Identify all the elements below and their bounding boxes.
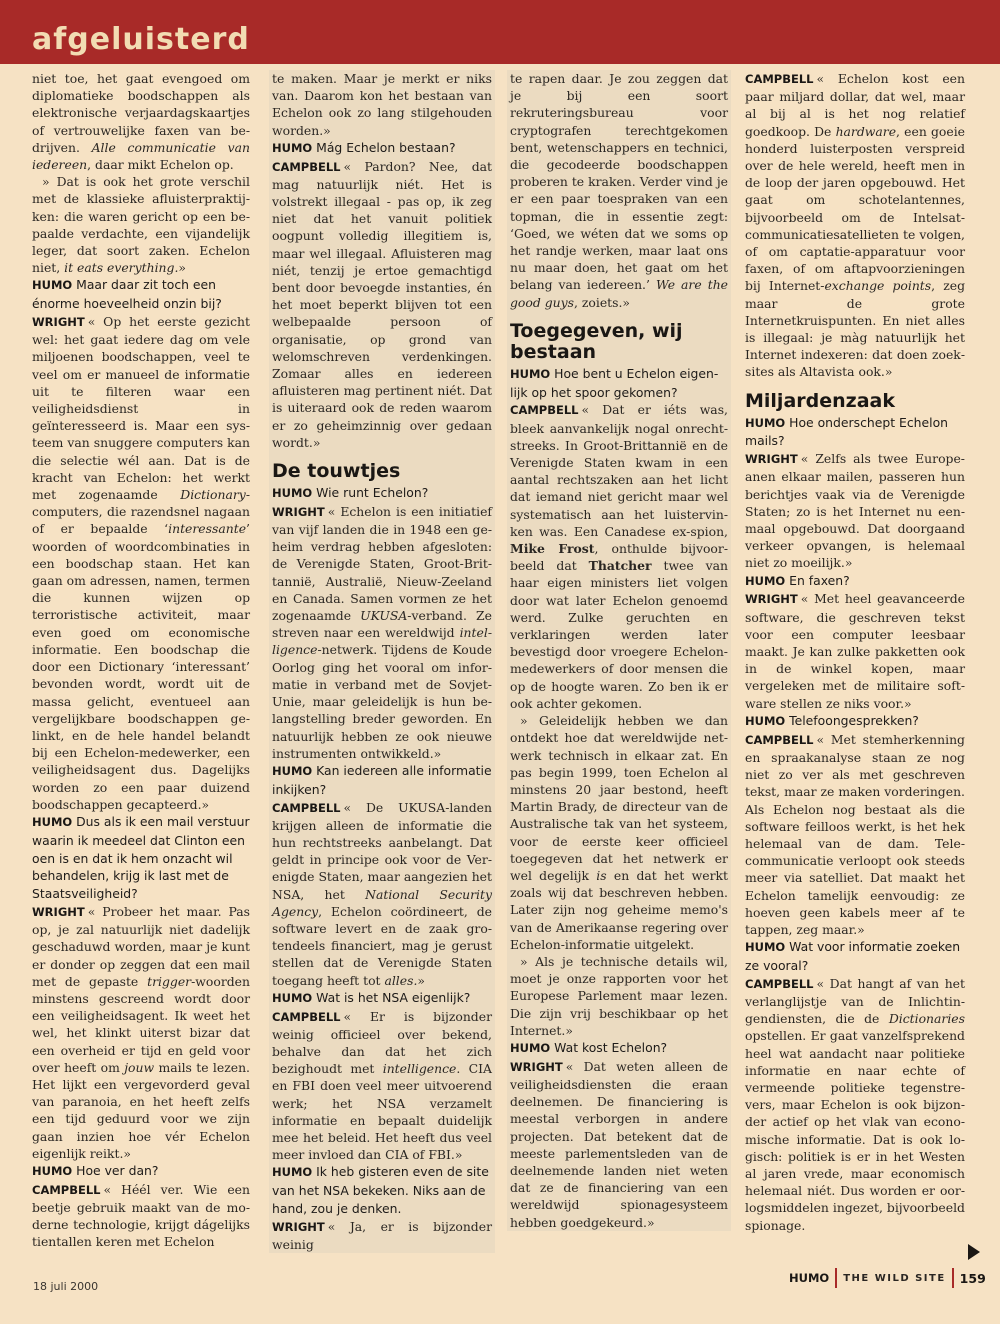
bold-name: Mike Frost xyxy=(510,541,595,557)
subheading: De touwtjes xyxy=(272,460,401,483)
text-run: Met heel geavanceerde software, die geschreven tekst voor een computer leesbaar maakt. Je kan zulke pakketten ook in de winkel kopen, maar vergeleken met de militaire software stellen ze niks voor.» xyxy=(745,591,965,711)
speaker-label: WRIGHT xyxy=(272,1219,325,1234)
speaker-label: HUMO xyxy=(745,573,786,588)
text-run: Met stemherkenning en spraakanalyse staan ze nog niet zo ver als met geschreven tekst, maar ze maken vorderingen. Als Echelon nog bestaat als die software feilloos werkt, is het hek helemaal van de dam. Telecommunicatie verloopt ook steeds meer via satelliet. Dat maakt het Echelon tamelijk eenvoudig: ze hoeven geen kabels meer af te tappen, zeg maar.» xyxy=(745,731,965,937)
text-run: De UKUSA-landen krijgen alleen de informatie die hun rechtstreeks aanbelangt. Dat geldt in principe ook voor de Verenigde Staten, maar aangezien het NSA, het xyxy=(272,799,492,902)
speaker-label: HUMO xyxy=(272,763,313,778)
interview-answer xyxy=(745,450,965,571)
italic-text: it eats everything. xyxy=(64,260,179,276)
italic-text: We are the good guys xyxy=(510,277,729,310)
interview-question xyxy=(272,139,492,158)
paragraph xyxy=(32,70,250,173)
section-name: THE WILD SITE xyxy=(843,1272,946,1284)
interview-answer xyxy=(510,1058,728,1231)
text-run: mails te lezen. Het lijkt een vergevorderd geval van paranoia, en het heeft zelfs een tijd geduurd voor we zijn gaan inzien hoe vér Echelon eigenlijk reikt.» xyxy=(32,1059,250,1161)
magazine-brand: HUMO xyxy=(789,1271,830,1285)
speaker-label: HUMO xyxy=(272,990,313,1005)
text-run: -verband. Ze streven naar een wereldwijd xyxy=(272,608,492,641)
speaker-label: HUMO xyxy=(510,1040,551,1055)
bold-name: Thatcher xyxy=(588,558,652,574)
text-run: « xyxy=(343,1008,352,1024)
italic-text: exchange points xyxy=(824,278,932,294)
text-run: Echelon kost een paar miljard dollar, dat wel, maar al bij al is het nog relatief goedkoop. De xyxy=(745,71,965,139)
text-run: Kan iedereen alle informatie inkijken? xyxy=(272,762,492,797)
text-run: Ja, er is bijzonder weinig xyxy=(272,1218,492,1252)
text-run: Hoe bent u Echelon eigenlijk op het spoor gekomen? xyxy=(510,365,719,400)
text-run: Zelfs als twee Europeanen elkaar mailen, passeren hun berichtjes vaak via de Verenigde Staten; zo is het Internet nu eenmaal opgebouwd. Dat doorgaand verkeer opvangen, is helemaal niet zo moeilijk.» xyxy=(745,451,965,571)
interview-answer xyxy=(745,590,965,711)
italic-text: National Security Agency xyxy=(272,886,492,919)
text-run: « xyxy=(565,1058,574,1074)
text-run: » xyxy=(417,972,425,988)
speaker-label: HUMO xyxy=(272,140,313,155)
italic-text: trigger xyxy=(147,973,192,989)
interview-question xyxy=(272,762,492,799)
text-run: » xyxy=(178,260,186,276)
text-run: « xyxy=(343,158,352,174)
speaker-label: HUMO xyxy=(272,1165,313,1180)
text-run: Hoe onderschept Echelon mails? xyxy=(745,414,949,449)
text-run: » Dat is ook het grote verschil met de klassieke afluisterpraktijken: die waren gericht op een bepaalde verdachte, een vijandelijk leger, dat soort zaken. Echelon niet, xyxy=(32,174,250,276)
paragraph: » Als je technische details wil, moet je onze rapporten voor het Europese Parlement maar lezen. Die zijn vrij beschikbaar op het Internet.» xyxy=(510,953,728,1038)
column-4 xyxy=(745,70,965,1234)
interview-answer xyxy=(510,401,728,712)
speaker-label: HUMO xyxy=(32,1163,73,1178)
text-run: , onthulde bijvoorbeeld dat xyxy=(510,541,728,574)
text-run: Er is bijzonder weinig officieel over bekend, behalve dan dat het zich bezighoudt met xyxy=(272,1008,492,1077)
text-run: en dat het werkt zoals wij dat beschreven hebben. Later zijn nog geheime memo's van de Amerikaanse regering over Echelon-informatie uitgelekt. xyxy=(510,867,728,952)
text-run: Op het eerste gezicht wel: het gaat iedere dag om vele miljoenen boodschappen, veel te veel om er manueel de informatie uit te filteren waar een veiligheidsdienst in geïnteresseerd is. Maar een systeem van snuggere computers kan die selectie wél aan. Dat is de kracht van Echelon: het werkt met zogenaamde xyxy=(32,314,250,503)
column-3 xyxy=(507,70,731,1231)
speaker-label: WRIGHT xyxy=(32,904,85,919)
text-run: Dat hangt af van het verlanglijstje van de Inlichtingendiensten, die de xyxy=(745,975,965,1027)
text-run: « xyxy=(581,402,590,418)
page-number: 159 xyxy=(959,1270,986,1286)
text-run: Probeer het maar. Pas op, je zal natuurlijk niet dadelijk geschaduwd worden, maar je kunt er donder op zeggen dat een mail met de gepaste xyxy=(32,903,250,989)
section-header-bar xyxy=(0,0,1000,64)
interview-question xyxy=(745,712,965,731)
text-run: Maar daar zit toch een énorme hoeveelheid onzin bij? xyxy=(32,277,222,312)
text-run: , daar mikt Echelon op. xyxy=(87,157,234,173)
interview-answer xyxy=(272,1008,492,1164)
text-run: » Geleidelijk hebben we dan ontdekt hoe dat wereldwijde netwerk technisch in elkaar zat. En pas begin 1999, toen Echelon al minstens 20 jaar bestond, heeft Martin Brady, de directeur van de Australische tak van het systeem, voor de eerste keer officieel toegegeven dat het netwerk er wel degelijk xyxy=(510,713,728,883)
text-run: -netwerk. Tijdens de Koude Oorlog ging het vooral om informatie in verband met de Sovjet-Unie, maar geleidelijk is hun belangstelling breder geworden. En natuurlijk hebben ze ook nieuwe instrumenten ontwikkeld.» xyxy=(272,642,492,761)
text-run: « xyxy=(800,451,809,467)
interview-answer xyxy=(272,1218,492,1253)
italic-text: is xyxy=(596,867,607,883)
text-run: , zoiets.» xyxy=(574,294,631,310)
page-footer xyxy=(789,1267,986,1289)
text-run: Wat is het NSA eigenlijk? xyxy=(316,989,471,1005)
text-run: Dus als ik een mail verstuur waarin ik meedeel dat Clinton een oen is en dat ik hem onzacht wil behandelen, krijg ik last met de Staatsveiligheid? xyxy=(32,813,250,902)
interview-question xyxy=(745,572,965,591)
speaker-label: WRIGHT xyxy=(272,504,325,519)
text-run: « xyxy=(327,1218,336,1234)
text-run: , zeg maar de grote Internetkruispunten. En niet alles is illegaal: je màg natuurlijk het Internet indexeren: dat doen zoeksites als Altavista ook.» xyxy=(745,278,966,380)
interview-question xyxy=(272,1163,492,1217)
text-run: twee van haar eigen ministers liet volgen door wat later Echelon genoemd werd. Zulke geruchten en verklaringen werden later bevestigd door vroegere Echelon-medewerkers of door mensen die op de hoogte waren. Zo ben ik er ook achter gekomen. xyxy=(510,558,728,711)
text-run: « xyxy=(343,799,352,815)
text-run: « xyxy=(87,314,96,330)
interview-question xyxy=(745,938,965,975)
italic-text: intelligence xyxy=(272,625,492,658)
speaker-label: WRIGHT xyxy=(745,592,798,607)
italic-text: Dictionary xyxy=(180,487,246,503)
text-run: Wat voor informatie zoeken ze vooral? xyxy=(745,939,961,973)
text-run: En faxen? xyxy=(789,572,850,588)
speaker-label: CAMPBELL xyxy=(32,1182,101,1197)
speaker-label: WRIGHT xyxy=(510,1059,563,1074)
italic-text: hardware xyxy=(835,123,897,139)
divider xyxy=(835,1268,837,1288)
interview-question xyxy=(32,276,250,313)
text-run: Wat kost Echelon? xyxy=(554,1039,668,1055)
italic-text: intelligence xyxy=(382,1061,457,1077)
speaker-label: CAMPBELL xyxy=(272,159,341,174)
issue-date: 18 juli 2000 xyxy=(33,1280,99,1293)
text-run: -woorden minstens gescreend wordt door een veiligheidsagent. Ik weet het wel, het klinkt uiterst bizar dat een overheid er tijd en geld voor over heeft om xyxy=(32,973,250,1075)
subheading: Miljardenzaak xyxy=(745,389,895,412)
speaker-label: HUMO xyxy=(745,415,786,430)
text-run: Dat er iéts was, bleek aanvankelijk nogal onrechtstreeks. In Groot-Brittannië en de Verenigde Staten kwam in een aantal rechtszaken aan het licht dat iemand niet gericht maar wel systematisch aan het luistervinken was. Een Canadese ex-spion, xyxy=(510,402,728,539)
subheading: Toegegeven, wij bestaan xyxy=(510,319,683,363)
speaker-label: WRIGHT xyxy=(32,315,85,330)
column-1 xyxy=(32,70,250,1251)
text-run: « xyxy=(103,1181,112,1197)
text-run: . CIA en FBI doen veel meer uitvoerend werk; het NSA verzamelt informatie en bepaalt duidelijk mee het beleid. Het heeft dus veel meer invloed dan CIA of FBI.» xyxy=(272,1061,492,1163)
speaker-label: HUMO xyxy=(32,814,73,829)
paragraph xyxy=(510,70,728,311)
italic-text: Alle communicatie van iedereen xyxy=(32,139,250,173)
interview-answer xyxy=(272,799,492,989)
interview-answer xyxy=(745,70,965,381)
column-2 xyxy=(269,70,495,1253)
text-run: Wie runt Echelon? xyxy=(316,485,429,501)
interview-question xyxy=(510,1039,728,1058)
text-run: opstellen. Er gaat vanzelfsprekend heel wat aandacht naar politieke informatie en naar echte of vermeende politieke tegenstrevers, maar Echelon is ook bijzonder actief op het vlak van economische informatie. Dat is ook logisch: politiek is er in het Westen al jaren vrede, maar economisch helemaal niét. Dus worden er oorlogsmiddelen ingezet, bijvoorbeeld spionage. xyxy=(745,1028,965,1233)
italic-text: interessante xyxy=(168,521,247,537)
text-run: niet toe, het gaat evengoed om diplomatieke boodschappen als elektronische verjaardagskaartjes of vertrouwelijke faxen van bedrijven. xyxy=(32,71,250,155)
text-run: « xyxy=(800,591,809,607)
interview-answer xyxy=(745,975,965,1234)
text-run: Hoe ver dan? xyxy=(76,1162,159,1178)
speaker-label: CAMPBELL xyxy=(272,1009,341,1024)
italic-text: Dictionaries xyxy=(888,1011,965,1027)
interview-answer xyxy=(32,313,250,813)
interview-answer xyxy=(32,1181,250,1251)
paragraph: te maken. Maar je merkt er niks van. Daarom kon het bestaan van Echelon ook zo lang stilgehouden worden.» xyxy=(272,71,492,138)
interview-answer xyxy=(32,903,250,1162)
text-run: Telefoongesprekken? xyxy=(789,712,919,728)
arrow-right-icon xyxy=(968,1244,980,1260)
speaker-label: WRIGHT xyxy=(745,452,798,467)
text-run: « xyxy=(816,731,825,747)
text-run: Héél ver. Wie een beetje gebruik maakt van de moderne technologie, krijgt dágelijks tientallen keren met Echelon xyxy=(32,1181,250,1250)
speaker-label: HUMO xyxy=(510,366,551,381)
text-run: « xyxy=(816,975,825,991)
interview-question xyxy=(32,1162,250,1181)
section-title: afgeluisterd xyxy=(32,22,250,57)
speaker-label: CAMPBELL xyxy=(745,72,814,86)
speaker-label: HUMO xyxy=(745,713,786,728)
paragraph xyxy=(32,173,250,276)
text-run: te rapen daar. Je zou zeggen dat je bij een soort rekruteringsbureau voor cryptografen terechtgekomen bent, wetenschappers en technici, die gecodeerde boodschappen proberen te kraken. Verder vind je er een paar toespraken van een topman, die in essentie zegt: ‘Goed, we wéten dat we soms op het randje werken, maar laat ons nu maar doen, het gaat om het belang van iedereen.’ xyxy=(510,71,728,293)
text-run: Dat weten alleen de veiligheidsdiensten die eraan deelnemen. De financiering is meestal verborgen in andere projecten. Dat betekent dat de meeste parlementsleden van de deelnemende landen niet weten dat ze de financiering van een wereldwijd spionagesysteem hebben goedgekeurd.» xyxy=(510,1058,728,1230)
interview-question xyxy=(272,484,492,503)
interview-question xyxy=(32,813,250,903)
paragraph xyxy=(510,712,728,953)
text-run: « xyxy=(327,503,336,519)
speaker-label: CAMPBELL xyxy=(272,800,341,815)
divider xyxy=(952,1268,954,1288)
speaker-label: CAMPBELL xyxy=(745,732,814,747)
text-run: -computers, die razendsnel nagaan of er bepaalde ‘ xyxy=(32,487,250,537)
speaker-label: CAMPBELL xyxy=(745,976,814,991)
interview-answer xyxy=(745,731,965,938)
text-run: Echelon is een initiatief van vijf landen die in 1948 een geheim verdrag hebben afgesloten: de Verenigde Staten, Groot-Brittannië, Australië, Nieuw-Zeeland en Canada. Samen vormen ze het zogenaamde xyxy=(272,503,492,624)
text-run: « xyxy=(816,71,825,86)
interview-question xyxy=(272,989,492,1008)
italic-text: alles. xyxy=(384,972,418,988)
text-run: ’ woorden of woordcombinaties in een boodschap staan. Het kan gaan om adressen, namen, termen die kunnen wijzen op terroristische activiteit, maar even goed om economische informatie. Een boodschap die door een Dictionary ‘interessant’ bevonden wordt, wordt uit de massa gelicht, eventueel aan vergelijkbare boodschappen gelinkt, en de hele handel belandt bij een Echelon-medewerker, een veiligheidsagent dus. Dagelijks worden zo een paar duizend boodschappen gecapteerd.» xyxy=(32,521,250,812)
text-run: Ik heb gisteren even de site van het NSA bekeken. Niks aan de hand, zou je denken. xyxy=(272,1164,489,1216)
speaker-label: HUMO xyxy=(32,278,73,293)
text-run: Pardon? Nee, dat mag natuurlijk niét. Het is volstrekt illegaal - pas op, ik zeg niet dat het vanuit politiek oogpunt volledig illegitiem is, maar wel illegaal. Afluisteren mag niét, tenzij je ertoe gemachtigd bent door bevoegde instanties, én het moet beperkt blijven tot een welbepaalde persoon of organisatie, op grond van welomschreven verdenkingen. Zomaar alles en iedereen afluisteren mag pertinent niét. Dat is uiteraard ook de reden waarom er zo geheimzinnig over gedaan wordt.» xyxy=(272,158,492,450)
interview-answer xyxy=(272,158,492,451)
text-run: « xyxy=(87,903,96,919)
interview-question xyxy=(745,414,965,451)
text-run: , Echelon coördineert, de software levert en de zaak grotendeels financiert, mag je gerust stellen dat de Verenigde Staten toegang heeft tot xyxy=(272,903,492,988)
text-run: Mág Echelon bestaan? xyxy=(316,139,456,155)
speaker-label: HUMO xyxy=(272,486,313,501)
italic-text: jouw xyxy=(124,1059,155,1075)
interview-answer xyxy=(272,503,492,762)
italic-text: UKUSA xyxy=(360,608,408,624)
speaker-label: CAMPBELL xyxy=(510,403,579,418)
interview-question xyxy=(510,365,728,402)
text-run: , een goeie honderd luisterposten verspreid over de hele wereld, heeft men in de loop der jaren opgebouwd. Het gaat om schotelantennes, bijvoorbeeld om de Intelsat-communicatiesatellieten te volgen, of om captatie-apparatuur voor faxen, of om aftapvoorzieningen bij Internet- xyxy=(745,123,965,294)
speaker-label: HUMO xyxy=(745,940,786,955)
